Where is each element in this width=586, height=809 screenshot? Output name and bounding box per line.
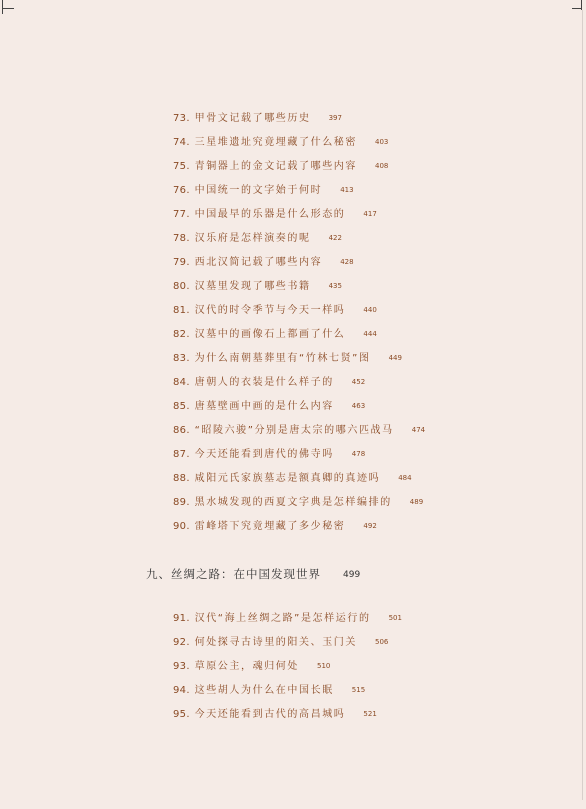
toc-entry-91[interactable] [173, 610, 402, 626]
entry-page: 403 [375, 138, 389, 146]
toc-entry-73[interactable] [173, 110, 342, 126]
entry-number: 89. [173, 497, 190, 508]
entry-number: 91. [173, 613, 190, 624]
entry-title: 为什么南朝墓葬里有“竹林七贤”图 [194, 353, 371, 364]
crop-mark-top-left [2, 0, 13, 14]
entry-page: 474 [411, 426, 426, 434]
entry-number: 81. [173, 305, 190, 316]
toc-entry-80[interactable] [173, 278, 342, 294]
entry-number: 73. [173, 113, 190, 124]
entry-page: 521 [363, 710, 377, 718]
entry-number: 94. [173, 685, 190, 696]
entry-page: 440 [363, 306, 377, 314]
chapter-heading[interactable] [146, 565, 360, 583]
entry-number: 84. [173, 377, 190, 388]
entry-title: 何处探寻古诗里的阳关、玉门关 [194, 637, 357, 648]
entry-page: 478 [351, 450, 366, 458]
toc-entry-82[interactable] [173, 326, 377, 342]
entry-number: 77. [173, 209, 190, 220]
entry-title: 咸阳元氏家族墓志是额真卿的真迹吗 [194, 473, 381, 484]
entry-page: 501 [388, 614, 402, 622]
toc-entry-85[interactable] [173, 398, 365, 414]
entry-page: 417 [363, 210, 377, 218]
entry-title: 汉乐府是怎样演奏的呢 [194, 233, 311, 244]
entry-title: 唐墓壁画中画的是什么内容 [194, 401, 334, 412]
entry-title: 这些胡人为什么在中国长眠 [194, 685, 334, 696]
crop-mark-top-left-horizontal [2, 8, 14, 9]
toc-entry-74[interactable] [173, 134, 388, 150]
entry-page: 428 [340, 258, 354, 266]
entry-title: 三星堆遗址究竟埋藏了什么秘密 [194, 137, 357, 148]
entry-page: 449 [388, 354, 402, 362]
chapter-title: 九、丝绸之路：在中国发现世界 [146, 567, 321, 581]
toc-entry-79[interactable] [173, 254, 354, 270]
entry-number: 93. [173, 661, 190, 672]
entry-number: 75. [173, 161, 190, 172]
entry-number: 87. [173, 449, 190, 460]
entry-page: 452 [351, 378, 366, 386]
toc-entry-84[interactable] [173, 374, 365, 390]
entry-title: 汉墓中的画像石上都画了什么 [194, 329, 346, 340]
entry-title: 今天还能看到唐代的佛寺吗 [194, 449, 334, 460]
entry-title: 今天还能看到古代的高昌城吗 [194, 709, 346, 720]
toc-entry-92[interactable] [173, 634, 388, 650]
toc-entry-75[interactable] [173, 158, 388, 174]
entry-page: 397 [328, 114, 342, 122]
toc-entry-83[interactable] [173, 350, 402, 366]
entry-page: 408 [375, 162, 389, 170]
toc-entry-76[interactable] [173, 182, 354, 198]
entry-number: 92. [173, 637, 190, 648]
toc-entry-87[interactable] [173, 446, 365, 462]
toc-entry-77[interactable] [173, 206, 377, 222]
entry-page: 422 [328, 234, 342, 242]
entry-number: 76. [173, 185, 190, 196]
entry-page: 515 [351, 686, 366, 694]
entry-page: 492 [363, 522, 377, 530]
entry-title: 青铜器上的金文记载了哪些内容 [194, 161, 357, 172]
entry-number: 95. [173, 709, 190, 720]
entry-title: 黑水城发现的西夏文字典是怎样编排的 [194, 497, 392, 508]
entry-page: 444 [363, 330, 377, 338]
entry-title: 雷峰塔下究竟埋藏了多少秘密 [194, 521, 346, 532]
entry-number: 85. [173, 401, 190, 412]
entry-page: 510 [317, 662, 331, 670]
entry-number: 74. [173, 137, 190, 148]
toc-entry-89[interactable] [173, 494, 423, 510]
entry-number: 86. [173, 425, 190, 436]
toc-entry-88[interactable] [173, 470, 412, 486]
entry-number: 82. [173, 329, 190, 340]
entry-title: 草原公主，魂归何处 [194, 661, 299, 672]
entry-title: 汉墓里发现了哪些书籍 [194, 281, 311, 292]
entry-title: 汉代“海上丝绸之路”是怎样运行的 [194, 613, 371, 624]
entry-page: 506 [375, 638, 389, 646]
entry-number: 78. [173, 233, 190, 244]
entry-title: 中国统一的文字始于何时 [194, 185, 323, 196]
entry-number: 79. [173, 257, 190, 268]
toc-entry-78[interactable] [173, 230, 342, 246]
entry-title: 西北汉简记载了哪些内容 [194, 257, 323, 268]
entry-title: 中国最早的乐器是什么形态的 [194, 209, 346, 220]
entry-page: 484 [398, 474, 412, 482]
toc-entry-90[interactable] [173, 518, 377, 534]
toc-entry-86[interactable] [173, 422, 425, 438]
page-right-edge [582, 10, 583, 800]
entry-title: 甲骨文记载了哪些历史 [194, 113, 311, 124]
toc-entry-81[interactable] [173, 302, 377, 318]
entry-page: 413 [340, 186, 354, 194]
entry-number: 80. [173, 281, 190, 292]
entry-page: 435 [328, 282, 342, 290]
entry-page: 489 [409, 498, 424, 506]
crop-mark-top-right-horizontal [572, 8, 582, 9]
entry-title: 汉代的时令季节与今天一样吗 [194, 305, 346, 316]
toc-entry-94[interactable] [173, 682, 365, 698]
toc-entry-95[interactable] [173, 706, 377, 722]
toc-entry-93[interactable] [173, 658, 330, 674]
entry-number: 90. [173, 521, 190, 532]
entry-title: “昭陵六骏”分别是唐太宗的哪六匹战马 [194, 425, 394, 436]
entry-number: 88. [173, 473, 190, 484]
entry-page: 463 [351, 402, 366, 410]
entry-number: 83. [173, 353, 190, 364]
chapter-page: 499 [343, 570, 361, 580]
entry-title: 唐朝人的衣装是什么样子的 [194, 377, 334, 388]
